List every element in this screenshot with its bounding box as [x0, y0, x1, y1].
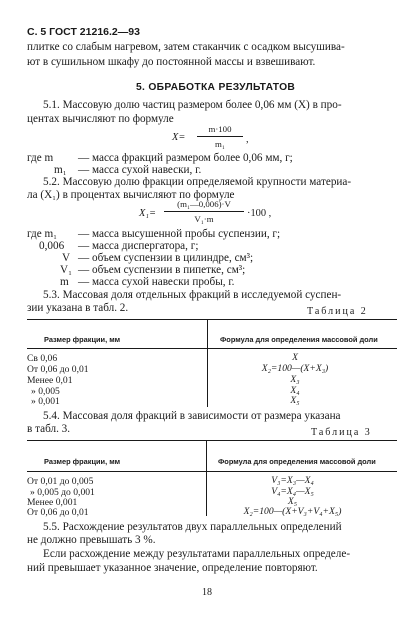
table2-col1-header: Размер фракции, мм [44, 335, 121, 344]
table2-column-divider [207, 319, 208, 407]
table3-header-border [27, 471, 397, 472]
table3-top-border [27, 440, 397, 441]
formula1-numerator: m·100 [208, 124, 232, 134]
table2-row3-formula: X₃ [290, 374, 300, 385]
p54-line-2: в табл. 3. [27, 423, 71, 435]
def2-text: — масса сухой навески, г. [78, 164, 202, 176]
table2-col2-header: Формула для определения массовой доли [220, 335, 378, 344]
table3-caption: Таблица 3 [311, 427, 372, 438]
table3-row4-formula: X₂=100—(X+V₃+V₄+X₅) [243, 506, 342, 517]
formula1-lhs: X= [172, 132, 186, 143]
def1-text: — масса фракций размером более 0,06 мм, г; [78, 152, 293, 164]
def5-symbol: V [62, 252, 71, 264]
intro-line-1: плитке со слабым нагревом, затем стаканчик с осадком высушива- [27, 41, 345, 53]
p52-line-2: ла (X₁) в процентах вычисляют по формуле [27, 189, 235, 201]
def7-symbol: m [60, 276, 69, 288]
table3-row3-formula: X₅ [287, 496, 298, 507]
table2-top-border [27, 319, 397, 320]
table2-row5-size: » 0,001 [31, 396, 60, 407]
table2-header-border [27, 348, 397, 349]
table2-row1-size: Св 0,06 [27, 353, 58, 364]
def7-text: — масса сухой навески пробы, г. [78, 276, 235, 288]
def2-symbol: m₁ [54, 164, 67, 176]
table3-row1-size: От 0,01 до 0,005 [27, 476, 94, 487]
table3-row2-size: » 0,005 до 0,001 [30, 487, 95, 498]
def5-text: — объем суспензии в цилиндре, см³; [78, 252, 254, 264]
page-number: 18 [202, 587, 212, 598]
p54-line-1: 5.4. Массовая доля фракций в зависимости от размера указана [43, 410, 341, 422]
def6-symbol: V₁ [60, 264, 72, 276]
formula2-fraction-bar [164, 211, 244, 212]
table3-col1-header: Размер фракции, мм [44, 457, 121, 466]
def1-symbol: где m [27, 152, 54, 164]
table2-caption: Таблица 2 [307, 306, 368, 317]
table2-row2-formula: X₂=100—(X+X₃) [261, 363, 329, 374]
table2-row3-size: Менее 0,01 [27, 375, 73, 386]
formula2-numerator: (m₁—0,006)·V [177, 199, 231, 209]
def4-text: — масса диспергатора, г; [78, 240, 199, 252]
section-title: 5. ОБРАБОТКА РЕЗУЛЬТАТОВ [136, 82, 296, 93]
table3-row2-formula: V₄=X₄—X₅ [271, 486, 314, 497]
def3-symbol: где m₁ [27, 228, 58, 240]
table2-row4-formula: X₄ [290, 385, 300, 396]
formula1-fraction-bar [197, 136, 243, 137]
def4-symbol: 0,006 [39, 240, 65, 252]
formula1-tail: , [246, 134, 249, 145]
table3-row1-formula: V₃=X₃—X₄ [271, 475, 314, 486]
p56-line-1: Если расхождение между результатами параллельных определе- [43, 548, 351, 560]
table3-col2-header: Формула для определения массовой доли [218, 457, 376, 466]
table2-row1-formula: X [292, 352, 298, 363]
def3-text: — масса высушенной пробы суспензии, г; [78, 228, 281, 240]
p56-line-2: ний превышает указанное значение, определение повторяют. [27, 562, 318, 574]
formula1-denominator: m₁ [215, 139, 225, 149]
table3-row4-size: От 0,06 до 0,01 [27, 507, 89, 518]
p51-line-1: 5.1. Массовую долю частиц размером более 0,06 мм (X) в про- [43, 99, 342, 111]
p55-line-2: не должно превышать 3 %. [27, 534, 156, 546]
p51-line-2: центах вычисляют по формуле [27, 113, 174, 125]
p53-line-2: зии указана в табл. 2. [27, 302, 129, 314]
table2-row2-size: От 0,06 до 0,01 [27, 364, 89, 375]
intro-line-2: ют в сушильном шкафу до постоянной массы и взвешивают. [27, 56, 316, 68]
def6-text: — объем суспензии в пипетке, см³; [78, 264, 246, 276]
page-header: С. 5 ГОСТ 21216.2—93 [27, 26, 140, 38]
table3-column-divider [206, 440, 207, 516]
table2-row4-size: » 0,005 [31, 386, 60, 397]
p53-line-1: 5.3. Массовая доля отдельных фракций в исследуемой суспен- [43, 289, 342, 301]
p55-line-1: 5.5. Расхождение результатов двух параллельных определений [43, 521, 342, 533]
table2-row5-formula: X₅ [290, 395, 300, 406]
formula2-lhs: X₁= [139, 208, 156, 219]
p52-line-1: 5.2. Массовую долю фракции определяемой крупности материа- [43, 176, 352, 188]
table3-row3-size: Менее 0,001 [27, 497, 78, 508]
formula2-tail: ·100 , [247, 208, 272, 219]
formula2-denominator: V₁·m [194, 214, 214, 224]
